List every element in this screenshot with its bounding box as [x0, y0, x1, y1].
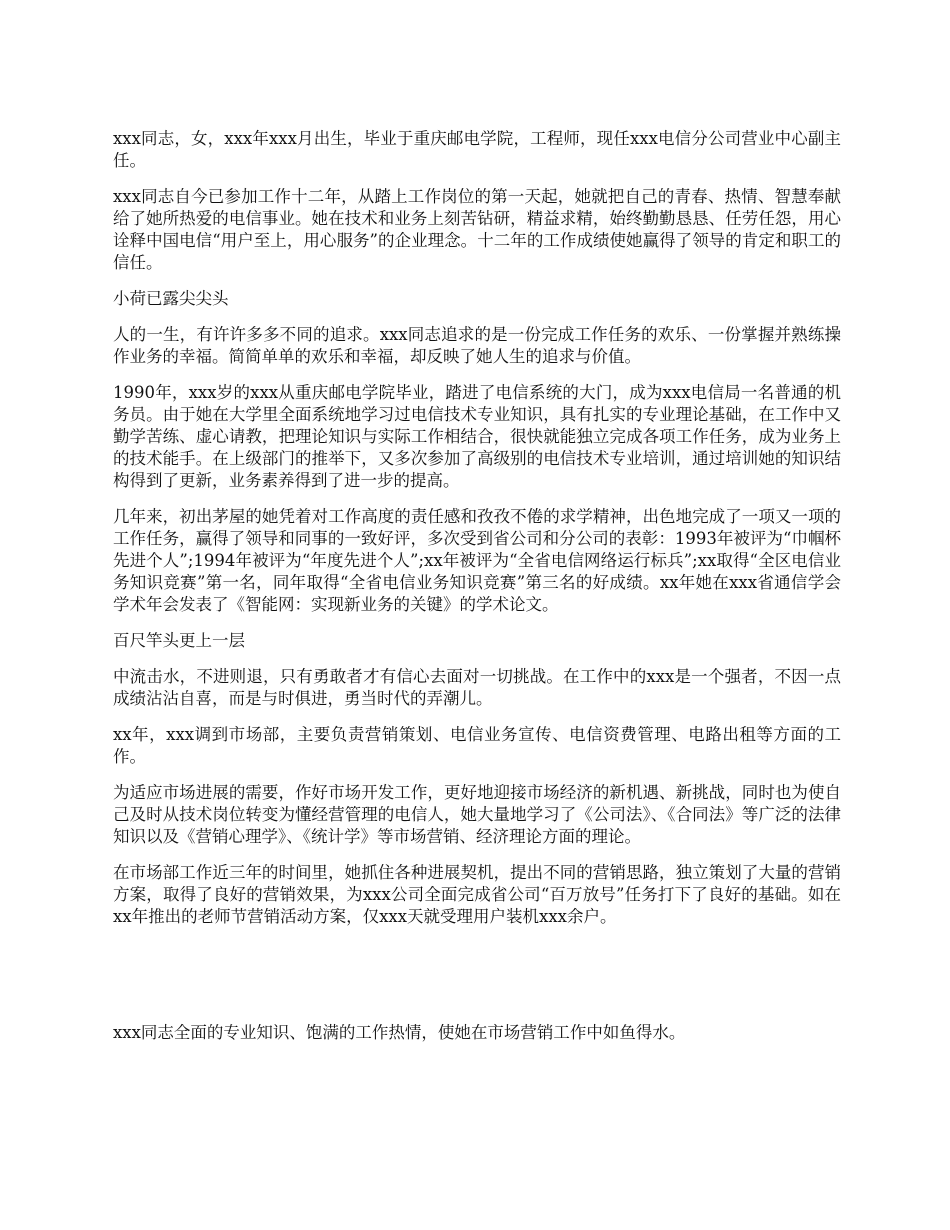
paragraph-1990: 1990年，xxx岁的xxx从重庆邮电学院毕业，踏进了电信系统的大门，成为xxx电信局一名普通的机务员。由于她在大学里全面系统地学习过电信技术专业知识，具有扎实的专业理论基础，在工作中又勤学苦练、虚心请教，把理论知识与实际工作相结合，很快就能独立完成各项工作任务，成为业务上的技术能手。在上级部门的推举下，又多次参加了高级别的电信技术专业培训，通过培训她的知识结构得到了更新，业务素养得到了进一步的提高。 — [113, 383, 841, 490]
paragraph-market-dept: xx年，xxx调到市场部，主要负责营销策划、电信业务宣传、电信资费管理、电路出租等方面的工作。 — [113, 725, 841, 766]
paragraph-intro: xxx同志，女，xxx年xxx月出生，毕业于重庆邮电学院，工程师，现任xxx电信分公司营业中心副主任。 — [113, 129, 841, 170]
paragraph-awards: 几年来，初出茅屋的她凭着对工作高度的责任感和孜孜不倦的求学精神，出色地完成了一项又一项的工作任务，赢得了领导和同事的一致好评，多次受到省公司和分公司的表彰：1993年被评为“巾帼杯先进个人”;1994年被评为“年度先进个人”;xx年被评为“全省电信网络运行标兵”;xx取得“全区电信业务知识竞赛”第一名，同年取得“全省电信业务知识竞赛”第三名的好成绩。xx年她在xxx省通信学会学术年会发表了《智能网：实现新业务的关键》的学术论文。 — [113, 507, 841, 614]
paragraph-study: 为适应市场进展的需要，作好市场开发工作，更好地迎接市场经济的新机遇、新挑战，同时也为使自己及时从技术岗位转变为懂经营管理的电信人，她大量地学习了《公司法》、《合同法》等广泛的法律知识以及《营销心理学》、《统计学》等市场营销、经济理论方面的理论。 — [113, 783, 841, 846]
paragraph-pursuit: 人的一生，有许许多多不同的追求。xxx同志追求的是一份完成工作任务的欢乐、一份掌握并熟练操作业务的幸福。简简单单的欢乐和幸福，却反映了她人生的追求与价值。 — [113, 325, 841, 366]
paragraph-closing: xxx同志全面的专业知识、饱满的工作热情，使她在市场营销工作中如鱼得水。 — [113, 1023, 686, 1042]
document-body — [113, 128, 841, 1058]
paragraph-marketing: 在市场部工作近三年的时间里，她抓住各种进展契机，提出不同的营销思路，独立策划了大量的营销方案，取得了良好的营销效果，为xxx公司全面完成省公司“百万放号”任务打下了良好的基础。如在xx年推出的老师节营销活动方案，仅xxx天就受理用户装机xxx余户。 — [113, 863, 841, 926]
section-heading-2: 百尺竿头更上一层 — [113, 631, 245, 650]
paragraph-challenge: 中流击水，不进则退，只有勇敢者才有信心去面对一切挑战。在工作中的xxx是一个强者，不因一点成绩沾沾自喜，而是与时俱进，勇当时代的弄潮儿。 — [113, 667, 841, 708]
section-heading-1: 小荷已露尖尖头 — [113, 289, 229, 308]
paragraph-career-overview: xxx同志自今已参加工作十二年，从踏上工作岗位的第一天起，她就把自己的青春、热情、智慧奉献给了她所热爱的电信事业。她在技术和业务上刻苦钻研，精益求精，始终勤勤恳恳、任劳任怨，用心诠释中国电信“用户至上，用心服务”的企业理念。十二年的工作成绩使她赢得了领导的肯定和职工的信任。 — [113, 187, 841, 272]
blank-space — [113, 942, 841, 1022]
